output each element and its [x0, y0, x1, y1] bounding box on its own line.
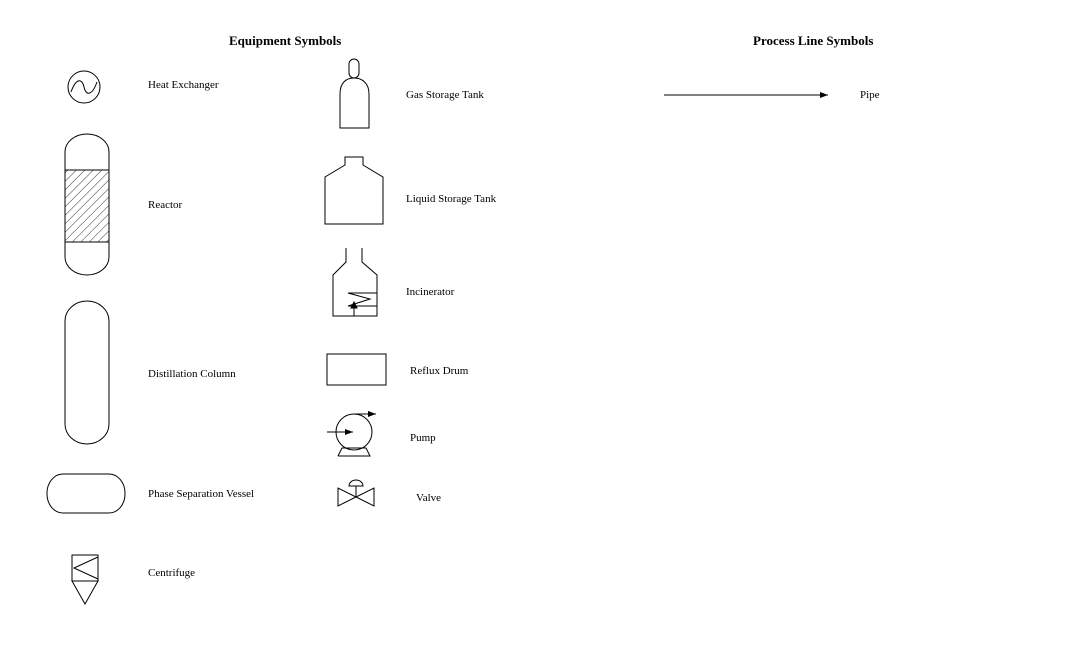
equipment-symbols-heading: Equipment Symbols — [229, 33, 342, 48]
gas-storage-tank-icon — [340, 59, 369, 128]
process-line-symbols-heading: Process Line Symbols — [753, 33, 874, 48]
liquid-storage-tank-icon — [325, 157, 383, 224]
centrifuge-icon — [72, 555, 98, 604]
centrifuge-label: Centrifuge — [148, 567, 196, 579]
phase-separation-vessel-label: Phase Separation Vessel — [148, 488, 255, 500]
reflux-drum-icon — [327, 354, 386, 385]
incinerator-icon — [333, 248, 377, 316]
reflux-drum-label: Reflux Drum — [410, 365, 469, 377]
liquid-storage-tank-label: Liquid Storage Tank — [406, 193, 497, 205]
reactor-icon — [65, 134, 109, 275]
valve-icon — [338, 480, 374, 506]
incinerator-label: Incinerator — [406, 286, 455, 298]
pump-icon — [327, 414, 376, 456]
pipe-label: Pipe — [860, 89, 880, 101]
heat-exchanger-label: Heat Exchanger — [148, 79, 219, 91]
distillation-column-icon — [65, 301, 109, 444]
heat-exchanger-icon — [68, 71, 100, 103]
gas-storage-tank-label: Gas Storage Tank — [406, 89, 484, 101]
valve-label: Valve — [416, 492, 442, 504]
phase-separation-vessel-icon — [47, 474, 125, 513]
pump-label: Pump — [410, 432, 436, 444]
distillation-column-label: Distillation Column — [148, 368, 236, 380]
reactor-label: Reactor — [148, 199, 183, 211]
